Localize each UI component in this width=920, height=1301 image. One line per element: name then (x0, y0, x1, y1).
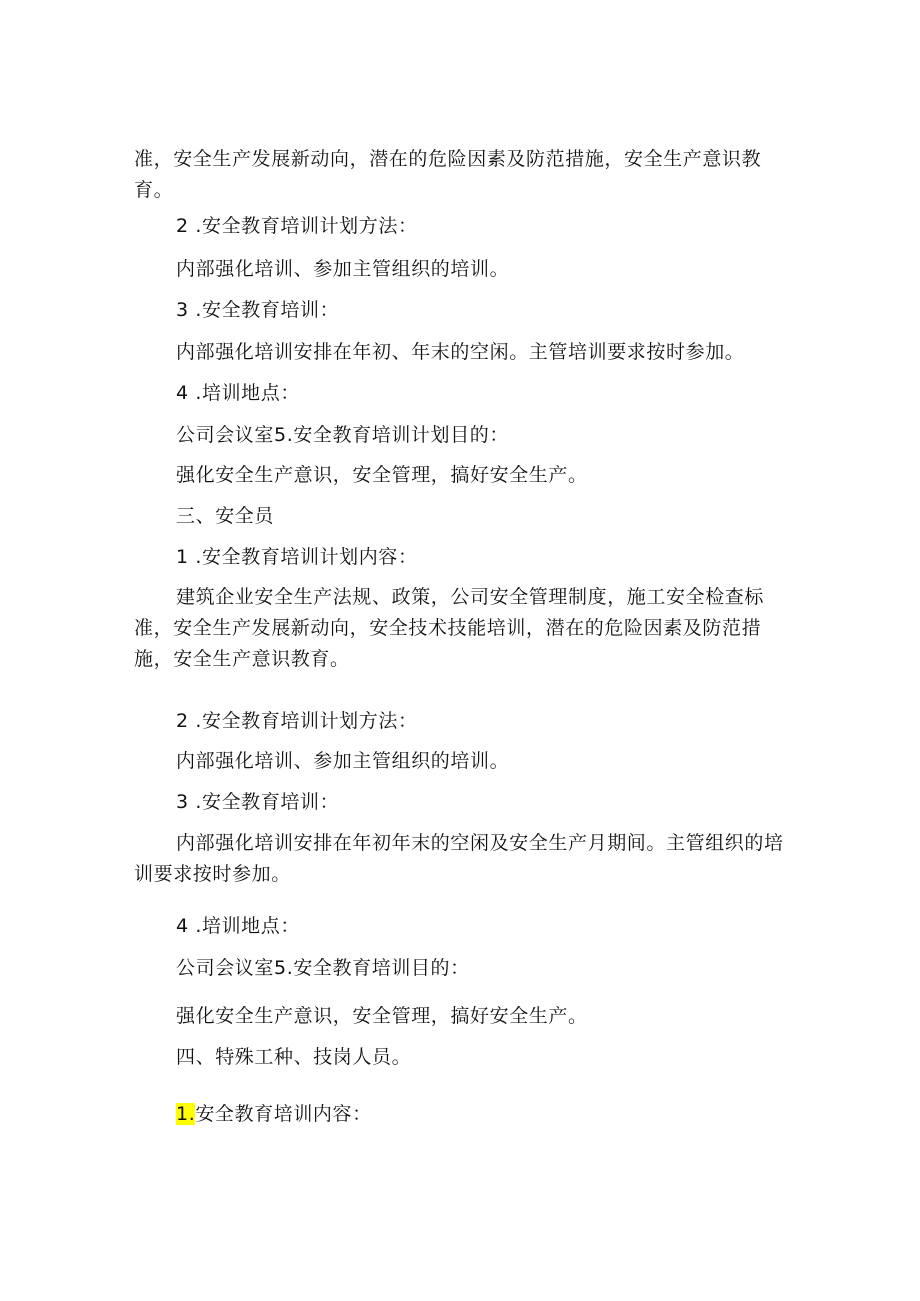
paragraph-12: 2 .安全教育培训计划方法： (176, 710, 418, 732)
highlighted-item-number: 1. (176, 1103, 196, 1125)
paragraph-10: 1 .安全教育培训计划内容： (176, 546, 418, 568)
paragraph-20 (134, 1099, 784, 1130)
paragraph-16: 4 .培训地点： (176, 915, 300, 937)
paragraph-3: 内部强化培训、参加主管组织的培训。 (176, 258, 510, 280)
paragraph-6: 4 .培训地点： (176, 382, 300, 404)
paragraph-11: 建筑企业安全生产法规、政策，公司安全管理制度，施工安全检查标准，安全生产发展新动向，安全技术技能培训，潜在的危险因素及防范措施，安全生产意识教育。 (134, 586, 765, 670)
paragraph-18: 强化安全生产意识，安全管理，搞好安全生产。 (176, 1005, 588, 1027)
paragraph-4: 3 .安全教育培训： (176, 299, 340, 321)
paragraph-13: 内部强化培训、参加主管组织的培训。 (176, 750, 510, 772)
paragraph-5: 内部强化培训安排在年初、年末的空闲。主管培训要求按时参加。 (176, 341, 745, 363)
paragraph-19: 四、特殊工种、技岗人员。 (176, 1046, 412, 1068)
paragraph-15: 内部强化培训安排在年初年末的空闲及安全生产月期间。主管组织的培训要求按时参加。 (134, 832, 784, 885)
item-text: 安全教育培训内容： (195, 1103, 372, 1125)
paragraph-14: 3 .安全教育培训： (176, 791, 340, 813)
paragraph-9: 三、安全员 (176, 505, 275, 527)
paragraph-17: 公司会议室5.安全教育培训目的： (176, 957, 470, 979)
paragraph-8: 强化安全生产意识，安全管理，搞好安全生产。 (176, 464, 588, 486)
paragraph-2: 2 .安全教育培训计划方法： (176, 215, 418, 237)
paragraph-7: 公司会议室5.安全教育培训计划目的： (176, 424, 509, 446)
paragraph-1: 准，安全生产发展新动向，潜在的危险因素及防范措施，安全生产意识教育。 (134, 148, 762, 201)
